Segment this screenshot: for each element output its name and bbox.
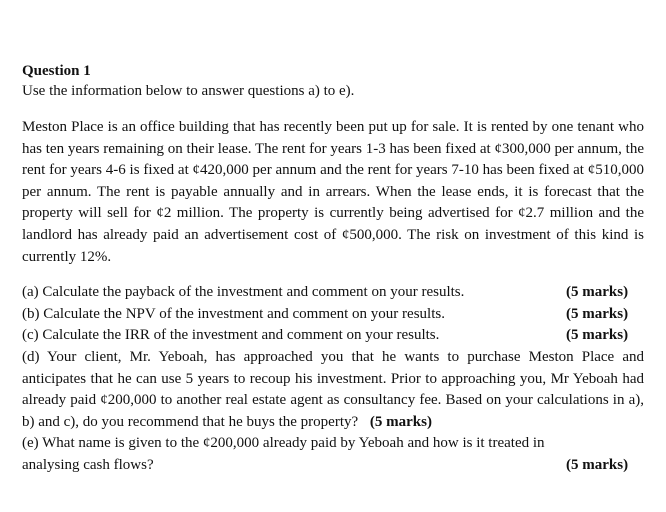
part-d-text: (d) Your client, Mr. Yeboah, has approached you that he wants to purchase Meston Place and anticipates that he can use 5 years to recoup his investment. Prior to approaching you, Mr Yeboah had already paid ¢200,000 to another real estate agent as consultancy fee. Based on your calculations in a), b) and c), do you recommend that he buys the property? <box>22 348 644 430</box>
question-parts <box>22 282 644 476</box>
part-b-text: (b) Calculate the NPV of the investment and comment on your results. <box>22 305 445 322</box>
part-a <box>22 282 644 304</box>
part-e-text-line2: analysing cash flows? <box>22 456 154 473</box>
part-a-marks: (5 marks) <box>566 284 629 301</box>
case-paragraph: Meston Place is an office building that has recently been put up for sale. It is rented by one tenant who has ten years remaining on their lease. The rent for years 1-3 has been fixed at ¢300,000 per annum, the rent for years 4-6 is fixed at ¢420,000 per annum and the rent for years 7-10 has been fixed at ¢510,000 per annum. The rent is payable annually and in arrears. When the lease ends, it is forecast that the property will sell for ¢2 million. The property is currently being advertised for ¢2.7 million and the landlord has already paid an advertisement cost of ¢500,000. The risk on investment of this kind is currently 12%. <box>22 119 645 265</box>
part-a-text: (a) Calculate the payback of the investment and comment on your results. <box>22 284 465 301</box>
part-e-marks: (5 marks) <box>566 456 629 473</box>
part-b <box>22 304 644 326</box>
part-e <box>22 433 644 476</box>
part-c <box>22 325 644 347</box>
part-e-endrow <box>22 455 644 477</box>
part-e-text-line1: (e) What name is given to the ¢200,000 already paid by Yeboah and how is it treated in <box>22 435 545 452</box>
part-c-text: (c) Calculate the IRR of the investment and comment on your results. <box>22 327 440 344</box>
part-d-marks: (5 marks) <box>369 413 432 430</box>
part-b-marks: (5 marks) <box>566 305 629 322</box>
part-d <box>22 347 644 433</box>
question-instruction: Use the information below to answer questions a) to e). <box>22 83 355 99</box>
document-page <box>22 62 644 477</box>
question-title: Question 1 <box>22 63 91 79</box>
part-c-marks: (5 marks) <box>566 327 629 344</box>
